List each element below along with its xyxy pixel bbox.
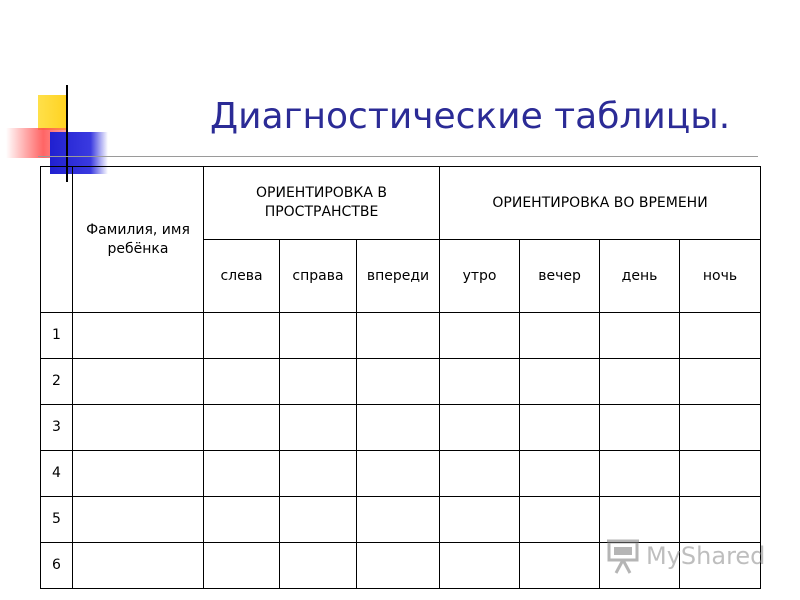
header-row-groups xyxy=(41,167,761,240)
table-cell xyxy=(357,405,440,451)
table-cell xyxy=(204,405,280,451)
number-header-cell xyxy=(41,167,73,313)
table-cell xyxy=(600,313,680,359)
projector-screen-icon xyxy=(606,537,640,575)
row-number: 5 xyxy=(41,497,73,543)
table-cell xyxy=(73,405,204,451)
watermark-text: MyShared xyxy=(646,542,766,570)
table-cell xyxy=(600,451,680,497)
table-cell xyxy=(204,497,280,543)
table-cell xyxy=(440,497,520,543)
row-number: 3 xyxy=(41,405,73,451)
table-cell xyxy=(357,543,440,589)
corner-decoration xyxy=(0,0,120,190)
diagnostic-table xyxy=(40,166,761,589)
row-number: 1 xyxy=(41,313,73,359)
title-underline xyxy=(38,156,758,157)
table-cell xyxy=(600,359,680,405)
table-cell xyxy=(357,313,440,359)
subheader-front: впереди xyxy=(357,240,440,313)
table-cell xyxy=(280,359,357,405)
table-cell xyxy=(204,543,280,589)
table-cell xyxy=(280,451,357,497)
page-title: Диагностические таблицы. xyxy=(210,96,731,137)
table-cell xyxy=(357,359,440,405)
table-cell xyxy=(440,543,520,589)
table-cell xyxy=(680,405,761,451)
table-cell xyxy=(204,359,280,405)
subheader-night: ночь xyxy=(680,240,761,313)
row-number: 6 xyxy=(41,543,73,589)
table-cell xyxy=(520,497,600,543)
table-row xyxy=(41,359,761,405)
table-cell xyxy=(680,359,761,405)
table-cell xyxy=(204,451,280,497)
table-cell xyxy=(520,313,600,359)
table-cell xyxy=(73,359,204,405)
subheader-right: справа xyxy=(280,240,357,313)
table-cell xyxy=(73,451,204,497)
table-row xyxy=(41,451,761,497)
table-cell xyxy=(440,313,520,359)
row-number: 4 xyxy=(41,451,73,497)
subheader-evening: вечер xyxy=(520,240,600,313)
subheader-morning: утро xyxy=(440,240,520,313)
table-row xyxy=(41,405,761,451)
table-cell xyxy=(280,313,357,359)
table-cell xyxy=(520,405,600,451)
watermark xyxy=(606,534,776,578)
name-header: Фамилия, имя ребёнка xyxy=(73,167,204,313)
table-cell xyxy=(204,313,280,359)
table-row xyxy=(41,313,761,359)
table-cell xyxy=(280,543,357,589)
table-cell xyxy=(280,497,357,543)
deco-yellow-square xyxy=(38,95,68,130)
space-orientation-header: ОРИЕНТИРОВКА В ПРОСТРАНСТВЕ xyxy=(204,167,440,240)
subheader-left: слева xyxy=(204,240,280,313)
table-cell xyxy=(440,359,520,405)
table-cell xyxy=(680,451,761,497)
table-cell xyxy=(280,405,357,451)
subheader-day: день xyxy=(600,240,680,313)
table-cell xyxy=(680,313,761,359)
table-cell xyxy=(440,451,520,497)
table-cell xyxy=(357,451,440,497)
table-cell xyxy=(73,543,204,589)
table-cell xyxy=(73,497,204,543)
table-cell xyxy=(520,359,600,405)
row-number: 2 xyxy=(41,359,73,405)
table-cell xyxy=(440,405,520,451)
table-cell xyxy=(600,405,680,451)
time-orientation-header: ОРИЕНТИРОВКА ВО ВРЕМЕНИ xyxy=(440,167,761,240)
table-cell xyxy=(73,313,204,359)
table-cell xyxy=(520,543,600,589)
table-cell xyxy=(357,497,440,543)
table-cell xyxy=(520,451,600,497)
